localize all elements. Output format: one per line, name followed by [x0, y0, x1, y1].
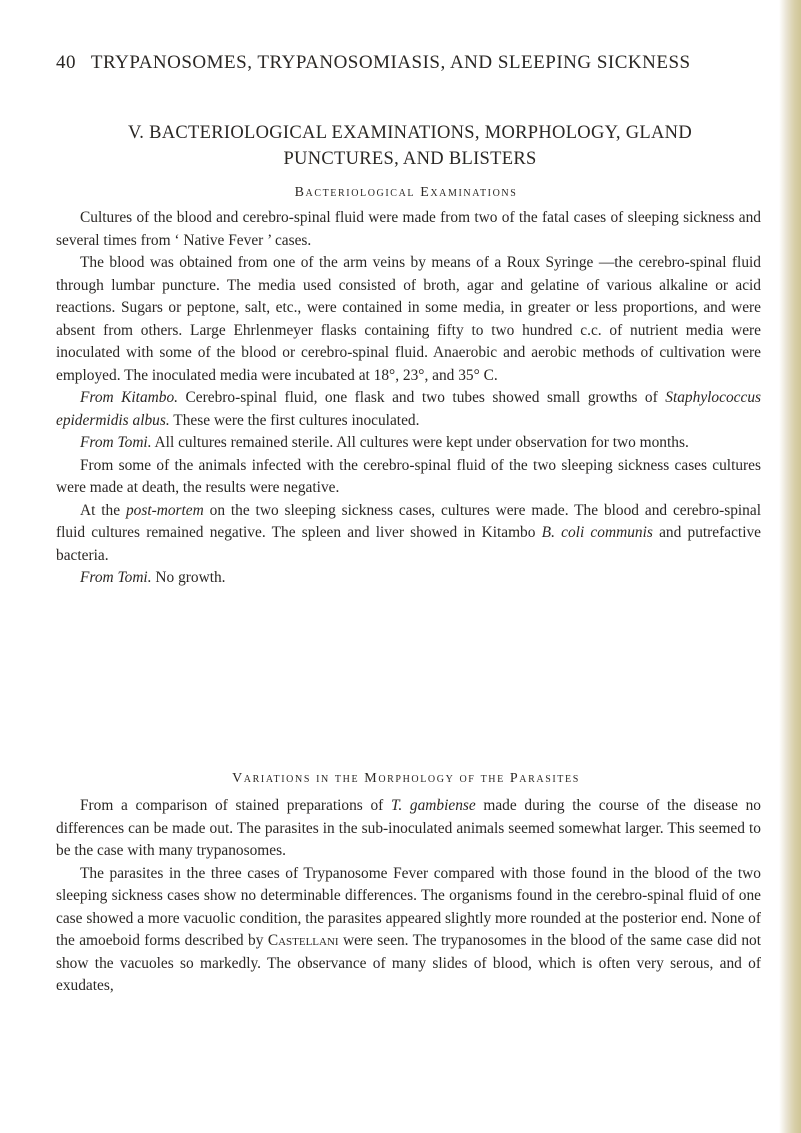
paragraph: Cultures of the blood and cerebro-spinal fluid were made from two of the fatal cases of sleeping sickness and several times from ‘ Native Fever ’ cases.: [56, 209, 761, 249]
paragraph-lead: From Tomi.: [80, 569, 152, 586]
chapter-title-line2: PUNCTURES, AND BLISTERS: [283, 149, 537, 169]
chapter-title: [80, 120, 740, 172]
section-body-bacteriological: [56, 207, 761, 590]
species-name: B. coli communis: [541, 524, 653, 541]
running-title: TRYPANOSOMES, TRYPANOSOMIASIS, AND SLEEPING SICKNESS: [90, 52, 691, 73]
section-heading-morphology: Variations in the Morphology of the Parasites: [232, 771, 580, 786]
paragraph: From some of the animals infected with the cerebro-spinal fluid of the two sleeping sickness cases cultures were made at death, the results were negative.: [56, 456, 761, 496]
paragraph: From Kitambo. Cerebro-spinal fluid, one flask and two tubes showed small growths of Staphylococcus epidermidis albus. These were the first cultures inoculated.: [56, 389, 761, 429]
chapter-title-line1: V. BACTERIOLOGICAL EXAMINATIONS, MORPHOLOGY, GLAND: [127, 123, 692, 143]
paragraph: From Tomi. All cultures remained sterile. All cultures were kept under observation for two months.: [80, 434, 689, 451]
page-edge-shading: [779, 0, 801, 1133]
paragraph-lead: From Kitambo.: [80, 389, 179, 406]
paragraph: From Tomi. No growth.: [80, 569, 226, 586]
running-header: [56, 52, 756, 74]
author-name: Castellani: [267, 932, 339, 949]
paragraph: At the post-mortem on the two sleeping sickness cases, cultures were made. The blood and cerebro-spinal fluid cultures remained negative. The spleen and liver showed in Kitambo B. coli communis and putrefactive bacteria.: [56, 501, 762, 564]
paragraph-lead: From Tomi.: [80, 434, 152, 451]
paragraph: From a comparison of stained preparations of T. gambiense made during the course of the disease no differences can be made out. The parasites in the sub-inoculated animals seemed somewhat larger. This seemed to be the case with many trypanosomes.: [56, 797, 761, 859]
page-number: 40: [56, 52, 76, 73]
paragraph: The blood was obtained from one of the arm veins by means of a Roux Syringe —the cerebro-spinal fluid through lumbar puncture. The media used consisted of broth, agar and gelatine of various alkaline or acid reactions. Sugars or peptone, salt, etc., were contained in some media, in greater or less proportions, and were absent from others. Large Ehrlenmeyer flasks containing fifty to two hundred c.c. of nutrient media were inoculated with some of the blood or cerebro-spinal fluid. Anaerobic and aerobic methods of cultivation were employed. The inoculated media were incubated at 18°, 23°, and 35° C.: [56, 254, 761, 384]
section-heading-bacteriological: Bacteriological Examinations: [294, 185, 518, 200]
latin-term: post-mortem: [125, 501, 204, 519]
species-name: T. gambiense: [390, 797, 476, 814]
species-name: Staphylococcus epidermidis albus.: [56, 389, 761, 429]
section-body-morphology: [56, 795, 761, 998]
paragraph: The parasites in the three cases of Trypanosome Fever compared with those found in the blood of the two sleeping sickness cases show no determinable differences. The organisms found in the cerebro-spinal fluid of one case showed a more vacuolic condition, the parasites appeared slightly more rounded at the posterior end. None of the amoeboid forms described by Castellani were seen. The trypanosomes in the blood of the same case did not show the vacuoles so markedly. The observance of many slides of blood, which is often very serous, and of exudates,: [56, 864, 762, 994]
